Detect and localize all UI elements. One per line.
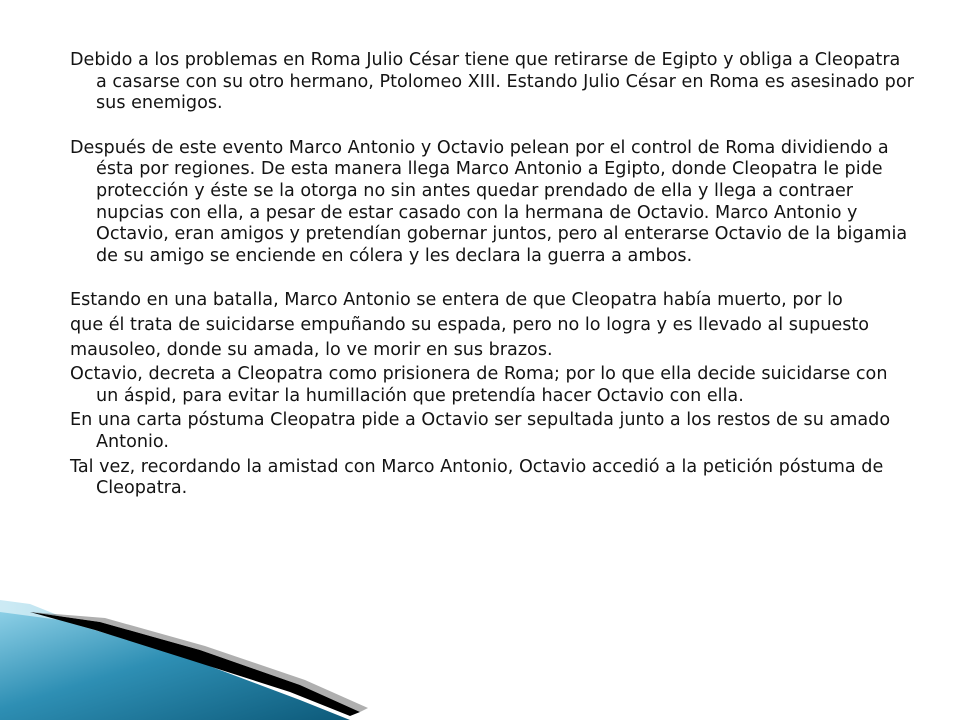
- paragraph-prisionera: Octavio, decreta a Cleopatra como prisionera de Roma; por lo que ella decide suicidarse con un áspid, para evitar la humillación que pretendía hacer Octavio con ella.: [70, 364, 888, 406]
- paragraph-mausoleo: mausoleo, donde su amada, lo ve morir en sus brazos.: [70, 339, 553, 360]
- paragraph-batalla: Estando en una batalla, Marco Antonio se entera de que Cleopatra había muerto, por lo: [70, 290, 843, 311]
- paragraph-carta-postuma: En una carta póstuma Cleopatra pide a Octavio ser sepultada junto a los restos de su amado Antonio.: [70, 410, 891, 452]
- paragraph-peticion-postuma: Tal vez, recordando la amistad con Marco Antonio, Octavio accedió a la petición póstuma de Cleopatra.: [70, 456, 884, 499]
- paragraph-marco-antonio-octavio: Después de este evento Marco Antonio y Octavio pelean por el control de Roma dividiendo a ésta por regiones. De esta manera llega Marco Antonio a Egipto, donde Cleopatra le pide protección y éste se la otorga no sin antes quedar prendado de ella y llega a contraer nupcias con ella, a pesar de estar casado con la hermana de Octavio. Marco Antonio y Octavio, eran amigos y pretendían gobernar juntos, pero al enterarse Octavio de la bigamia de su amigo se enciende en cólera y les declara la guerra a ambos.: [70, 137, 908, 266]
- paragraph-suicidio-antonio: que él trata de suicidarse empuñando su espada, pero no lo logra y es llevado al supuesto: [70, 314, 870, 335]
- decor-blue-band: [0, 612, 350, 720]
- slide-body-text: [70, 50, 915, 500]
- paragraph-julio-cesar: Debido a los problemas en Roma Julio César tiene que retirarse de Egipto y obliga a Cleopatra a casarse con su otro hermano, Ptolomeo XIII. Estando Julio César en Roma es asesinado por sus enemigos.: [70, 50, 914, 114]
